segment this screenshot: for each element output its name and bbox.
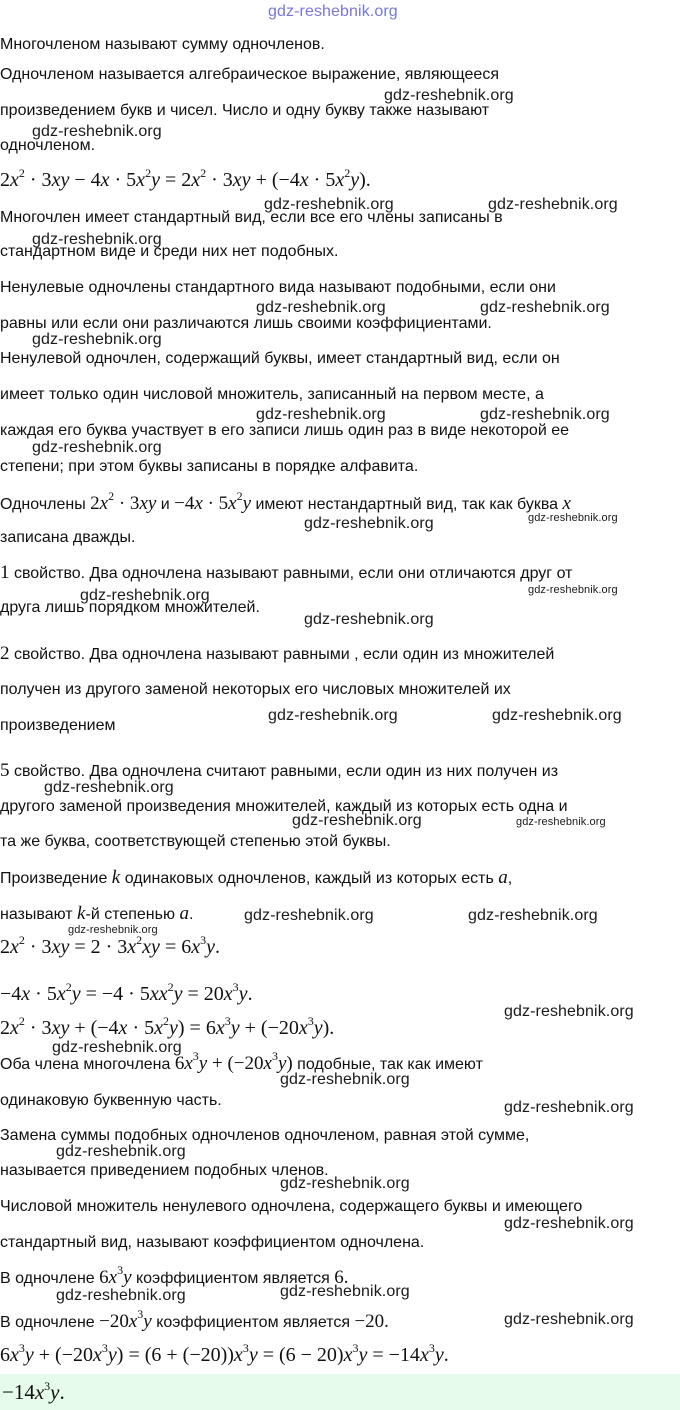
text-line: одночленом. <box>0 137 96 154</box>
watermark: gdz-reshebnik.org <box>292 812 422 829</box>
watermark: gdz-reshebnik.org <box>280 1071 410 1088</box>
text-line: записана дважды. <box>0 529 136 546</box>
text-line-power: Произведение k одинаковых одночленов, каждый из которых есть a, <box>0 867 513 888</box>
watermark: gdz-reshebnik.org <box>516 816 606 828</box>
text-line: произведением <box>0 717 116 734</box>
watermark: gdz-reshebnik.org <box>32 331 162 348</box>
property-5: 5 свойство. Два одночлена считают равными, если один из них получен из <box>0 760 559 781</box>
text-line: каждая его буква участвует в его записи лишь один раз в виде некоторой ее <box>0 422 569 439</box>
watermark: gdz-reshebnik.org <box>504 1003 634 1020</box>
watermark: gdz-reshebnik.org <box>504 1215 634 1232</box>
watermark: gdz-reshebnik.org <box>68 924 158 936</box>
watermark: gdz-reshebnik.org <box>492 707 622 724</box>
watermark: gdz-reshebnik.org <box>384 87 514 104</box>
watermark: gdz-reshebnik.org <box>528 584 618 596</box>
watermark: gdz-reshebnik.org <box>504 1311 634 1328</box>
watermark: gdz-reshebnik.org <box>32 439 162 456</box>
watermark: gdz-reshebnik.org <box>256 299 386 316</box>
watermark: gdz-reshebnik.org <box>268 707 398 724</box>
text-line: называется приведением подобных членов. <box>0 1162 329 1179</box>
text-line: друга лишь порядком множителей. <box>0 599 260 616</box>
text-line: Замена суммы подобных одночленов одночленом, равная этой сумме, <box>0 1127 530 1144</box>
text-line: Многочлен имеет стандартный вид, если все его члены записаны в <box>0 209 503 226</box>
formula-3: $2x^2 \cdot 3xy + (-4x \cdot 5x^2y) = 6x^3y + (-20x^3y)$. <box>0 1014 335 1039</box>
text-line-power: называют k-й степенью a. <box>0 903 194 924</box>
watermark: gdz-reshebnik.org <box>304 515 434 532</box>
watermark: gdz-reshebnik.org <box>32 123 162 140</box>
watermark: gdz-reshebnik.org <box>480 299 610 316</box>
watermark: gdz-reshebnik.org <box>480 406 610 423</box>
formula-expansion: $2x^2 \cdot 3xy - 4x \cdot 5x^2y = 2x^2 \cdot 3xy + (-4x \cdot 5x^2y)$. <box>0 166 371 191</box>
watermark: gdz-reshebnik.org <box>56 1287 186 1304</box>
watermark: gdz-reshebnik.org <box>244 907 374 924</box>
watermark: gdz-reshebnik.org <box>264 196 394 213</box>
text-line: равны или если они различаются лишь своими коэффициентами. <box>0 315 492 332</box>
text-line: стандартном виде и среди них нет подобных. <box>0 243 339 260</box>
text-line: Одночленом называется алгебраическое выражение, являющееся <box>0 66 499 83</box>
property-2: 2 свойство. Два одночлена называют равными , если один из множителей <box>0 643 555 664</box>
text-line: стандартный вид, называют коэффициентом одночлена. <box>0 1234 425 1251</box>
text-line: произведением букв и чисел. Число и одну букву также называют <box>0 102 490 119</box>
property-1: 1 свойство. Два одночлена называют равными, если они отличаются друг от <box>0 562 573 583</box>
text-line: Числовой множитель ненулевого одночлена, содержащего буквы и имеющего <box>0 1198 583 1215</box>
text-line: Ненулевые одночлены стандартного вида называют подобными, если они <box>0 279 556 296</box>
watermark: gdz-reshebnik.org <box>280 1175 410 1192</box>
text-line: степени; при этом буквы записаны в порядке алфавита. <box>0 458 419 475</box>
watermark: gdz-reshebnik.org <box>304 611 434 628</box>
watermark: gdz-reshebnik.org <box>44 779 174 796</box>
text-line: одинаковую буквенную часть. <box>0 1092 222 1109</box>
watermark: gdz-reshebnik.org <box>504 1099 634 1116</box>
text-line: та же буква, соответствующей степенью этой буквы. <box>0 833 391 850</box>
watermark: gdz-reshebnik.org <box>528 512 618 524</box>
watermark: gdz-reshebnik.org <box>80 587 210 604</box>
answer-formula: $-14x^3y$. <box>2 1379 65 1404</box>
text-line-monomials: Одночлены $2x^2 \cdot 3xy$ $и -4x \cdot 5x^2y$ имеют нестандартный вид, так как буква x <box>0 489 571 514</box>
formula-2: $-4x \cdot 5x^2y = -4 \cdot 5xx^2y = 20x^3y$. <box>0 980 253 1005</box>
text-line-similar: Оба члена многочлена $6x^3y + (-20x^3y)$ подобные, так как имеют <box>0 1049 483 1074</box>
text-line: Многочленом называют сумму одночленов. <box>0 36 325 53</box>
formula-final: $6x^3y + (-20x^3y) = (6 + (-20))x^3y = (6 - 20)x^3y = -14x^3y$. <box>0 1341 449 1366</box>
coefficient-line-2: В одночлене $-20x^3y$ коэффициентом является −20. <box>0 1307 389 1332</box>
text-line: имеет только один числовой множитель, записанный на первом месте, а <box>0 386 544 403</box>
watermark: gdz-reshebnik.org <box>32 231 162 248</box>
formula-1: $2x^2 \cdot 3xy = 2 \cdot 3x^2xy = 6x^3y$. <box>0 933 220 958</box>
site-header-link[interactable]: gdz-reshebnik.org <box>268 3 398 20</box>
watermark: gdz-reshebnik.org <box>52 1039 182 1056</box>
text-line: другого заменой произведения множителей, каждый из которых есть одна и <box>0 798 568 815</box>
coefficient-line-1: В одночлене $6x^3y$ коэффициентом является 6. <box>0 1263 349 1288</box>
text-line: получен из другого заменой некоторых его числовых множителей их <box>0 681 511 698</box>
text-line: Ненулевой одночлен, содержащий буквы, имеет стандартный вид, если он <box>0 350 560 367</box>
watermark: gdz-reshebnik.org <box>488 196 618 213</box>
watermark: gdz-reshebnik.org <box>468 907 598 924</box>
answer-box <box>0 1374 680 1410</box>
watermark: gdz-reshebnik.org <box>56 1143 186 1160</box>
watermark: gdz-reshebnik.org <box>280 1283 410 1300</box>
watermark: gdz-reshebnik.org <box>256 406 386 423</box>
